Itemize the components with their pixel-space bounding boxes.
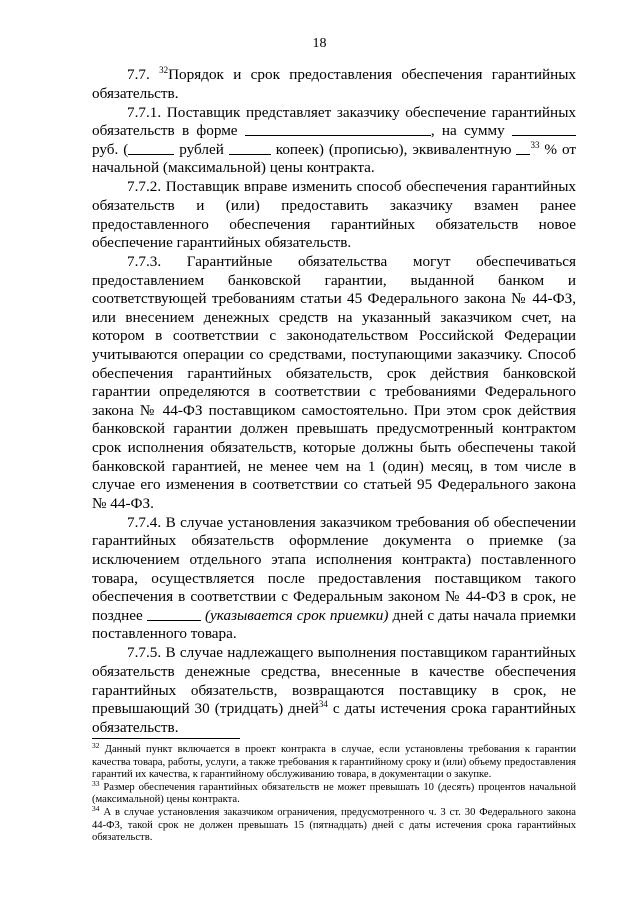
section-7-7-title: Порядок и срок предоставления обеспечения гарантийных обязательств. xyxy=(92,66,577,102)
section-7-7 xyxy=(92,66,576,103)
kopecks-blank xyxy=(229,141,271,155)
section-7-7-1 xyxy=(92,104,576,178)
section-7-7-2: 7.7.2. Поставщик вправе изменить способ обеспечения гарантийных обязательств и (или) предоставить заказчику взамен ранее предоставленного обеспечения гарантийных обязательств новое обеспечение гарантийных обязательств. xyxy=(92,178,576,252)
section-7-7-number: 7.7. xyxy=(127,66,150,83)
footnote-34 xyxy=(92,803,576,845)
footnote-ref-33: 33 xyxy=(530,139,540,150)
footnote-text: Данный пункт включается в проект контракта в случае, если установлены требования к гарантии качества товара, работы, услуги, а также требования к гарантийному сроку и (или) объему предоставления гарантий их качества, к гарантийному обслуживанию товара, в документации о закупке. xyxy=(92,744,576,781)
rubles-blank xyxy=(128,141,174,155)
footnote-ref-32: 32 xyxy=(159,65,169,75)
section-7-7-5-text-b: с даты истечения срока гарантийных обязательств. xyxy=(92,700,576,736)
section-7-7-1-text-d: рублей xyxy=(179,140,224,158)
footnote-divider xyxy=(92,738,240,739)
footnote-33 xyxy=(92,778,576,807)
section-7-7-5-text-a: 7.7.5. В случае надлежащего выполнения поставщиком гарантийных обязательств денежные средства, внесенные в качестве обеспечения гарантийных обязательств, возвращаются поставщику в срок, не превышающий 30 (тридцать) дней xyxy=(92,644,576,718)
footnote-mark: 34 xyxy=(92,803,100,813)
section-7-7-3: 7.7.3. Гарантийные обязательства могут обеспечиваться предоставлением банковской гарантии, выданной банком и соответствующей требованиям статьи 45 Федерального закона № 44-ФЗ, или внесением денежных средств на указанный заказчиком счет, на котором в соответствии с законодательством Российской Федерации учитываются операции со средствами, поступающими заказчику. Способ обеспечения гарантийных обязательств, срок действия банковской гарантии определяются в соответствии с требованиями Федерального закона № 44-ФЗ поставщиком самостоятельно. При этом срок действия банковской гарантии должен превышать предусмотренный контрактом срок исполнения обязательств, которые должны быть обеспечены такой банковской гарантией, не менее чем на 1 (один) месяц, в том числе в случае его изменения в соответствии со статьей 95 Федерального закона № 44-ФЗ. xyxy=(92,253,576,512)
section-7-7-1-text-f: % от начальной (максимальной) цены контракта. xyxy=(92,140,577,177)
acceptance-term-blank xyxy=(147,607,201,621)
form-blank xyxy=(245,122,431,136)
section-7-7-4 xyxy=(92,514,576,644)
sum-blank xyxy=(512,122,576,136)
footnote-text: Размер обеспечения гарантийных обязательств не может превышать 10 (десять) процентов начальной (максимальной) цены контракта. xyxy=(92,781,576,806)
page-number: 18 xyxy=(312,36,327,51)
section-7-7-1-text-e: копеек) (прописью), эквивалентную xyxy=(275,140,512,158)
contract-body xyxy=(92,66,576,737)
footnote-mark: 33 xyxy=(92,778,100,788)
footnote-text: А в случае установления заказчиком ограничения, предусмотренного ч. 3 ст. 30 Федерального закона 44-ФЗ, такой срок не должен превышать 15 (пятнадцать) дней с даты истечения срока гарантийных обязательств. xyxy=(92,806,576,844)
section-7-7-4-text-b: дней с даты начала приемки поставленного товара. xyxy=(92,606,577,643)
footnote-ref-34: 34 xyxy=(318,699,328,710)
section-7-7-1-text-b: , на сумму xyxy=(430,122,505,140)
section-7-7-1-text-a: 7.7.1. Поставщик представляет заказчику обеспечение гарантийных обязательств в форме xyxy=(92,103,576,140)
section-7-7-4-hint: (указывается срок приемки) xyxy=(204,606,389,624)
percent-blank xyxy=(516,141,530,155)
footnote-mark: 32 xyxy=(92,741,100,750)
section-7-7-4-text-a: 7.7.4. В случае установления заказчиком требования об обеспечении гарантийных обязательств оформление документа о приемке (за исключением отдельного этапа исполнения контракта) поставленного товара, осуществляется после предоставления поставщиком такого обеспечения в соответствии с Федеральным законом № 44-ФЗ в срок, не позднее xyxy=(92,513,576,624)
footnote-32 xyxy=(92,741,576,782)
section-7-7-5 xyxy=(92,644,576,737)
section-7-7-1-text-c: руб. ( xyxy=(92,140,129,158)
footnotes xyxy=(92,741,576,845)
